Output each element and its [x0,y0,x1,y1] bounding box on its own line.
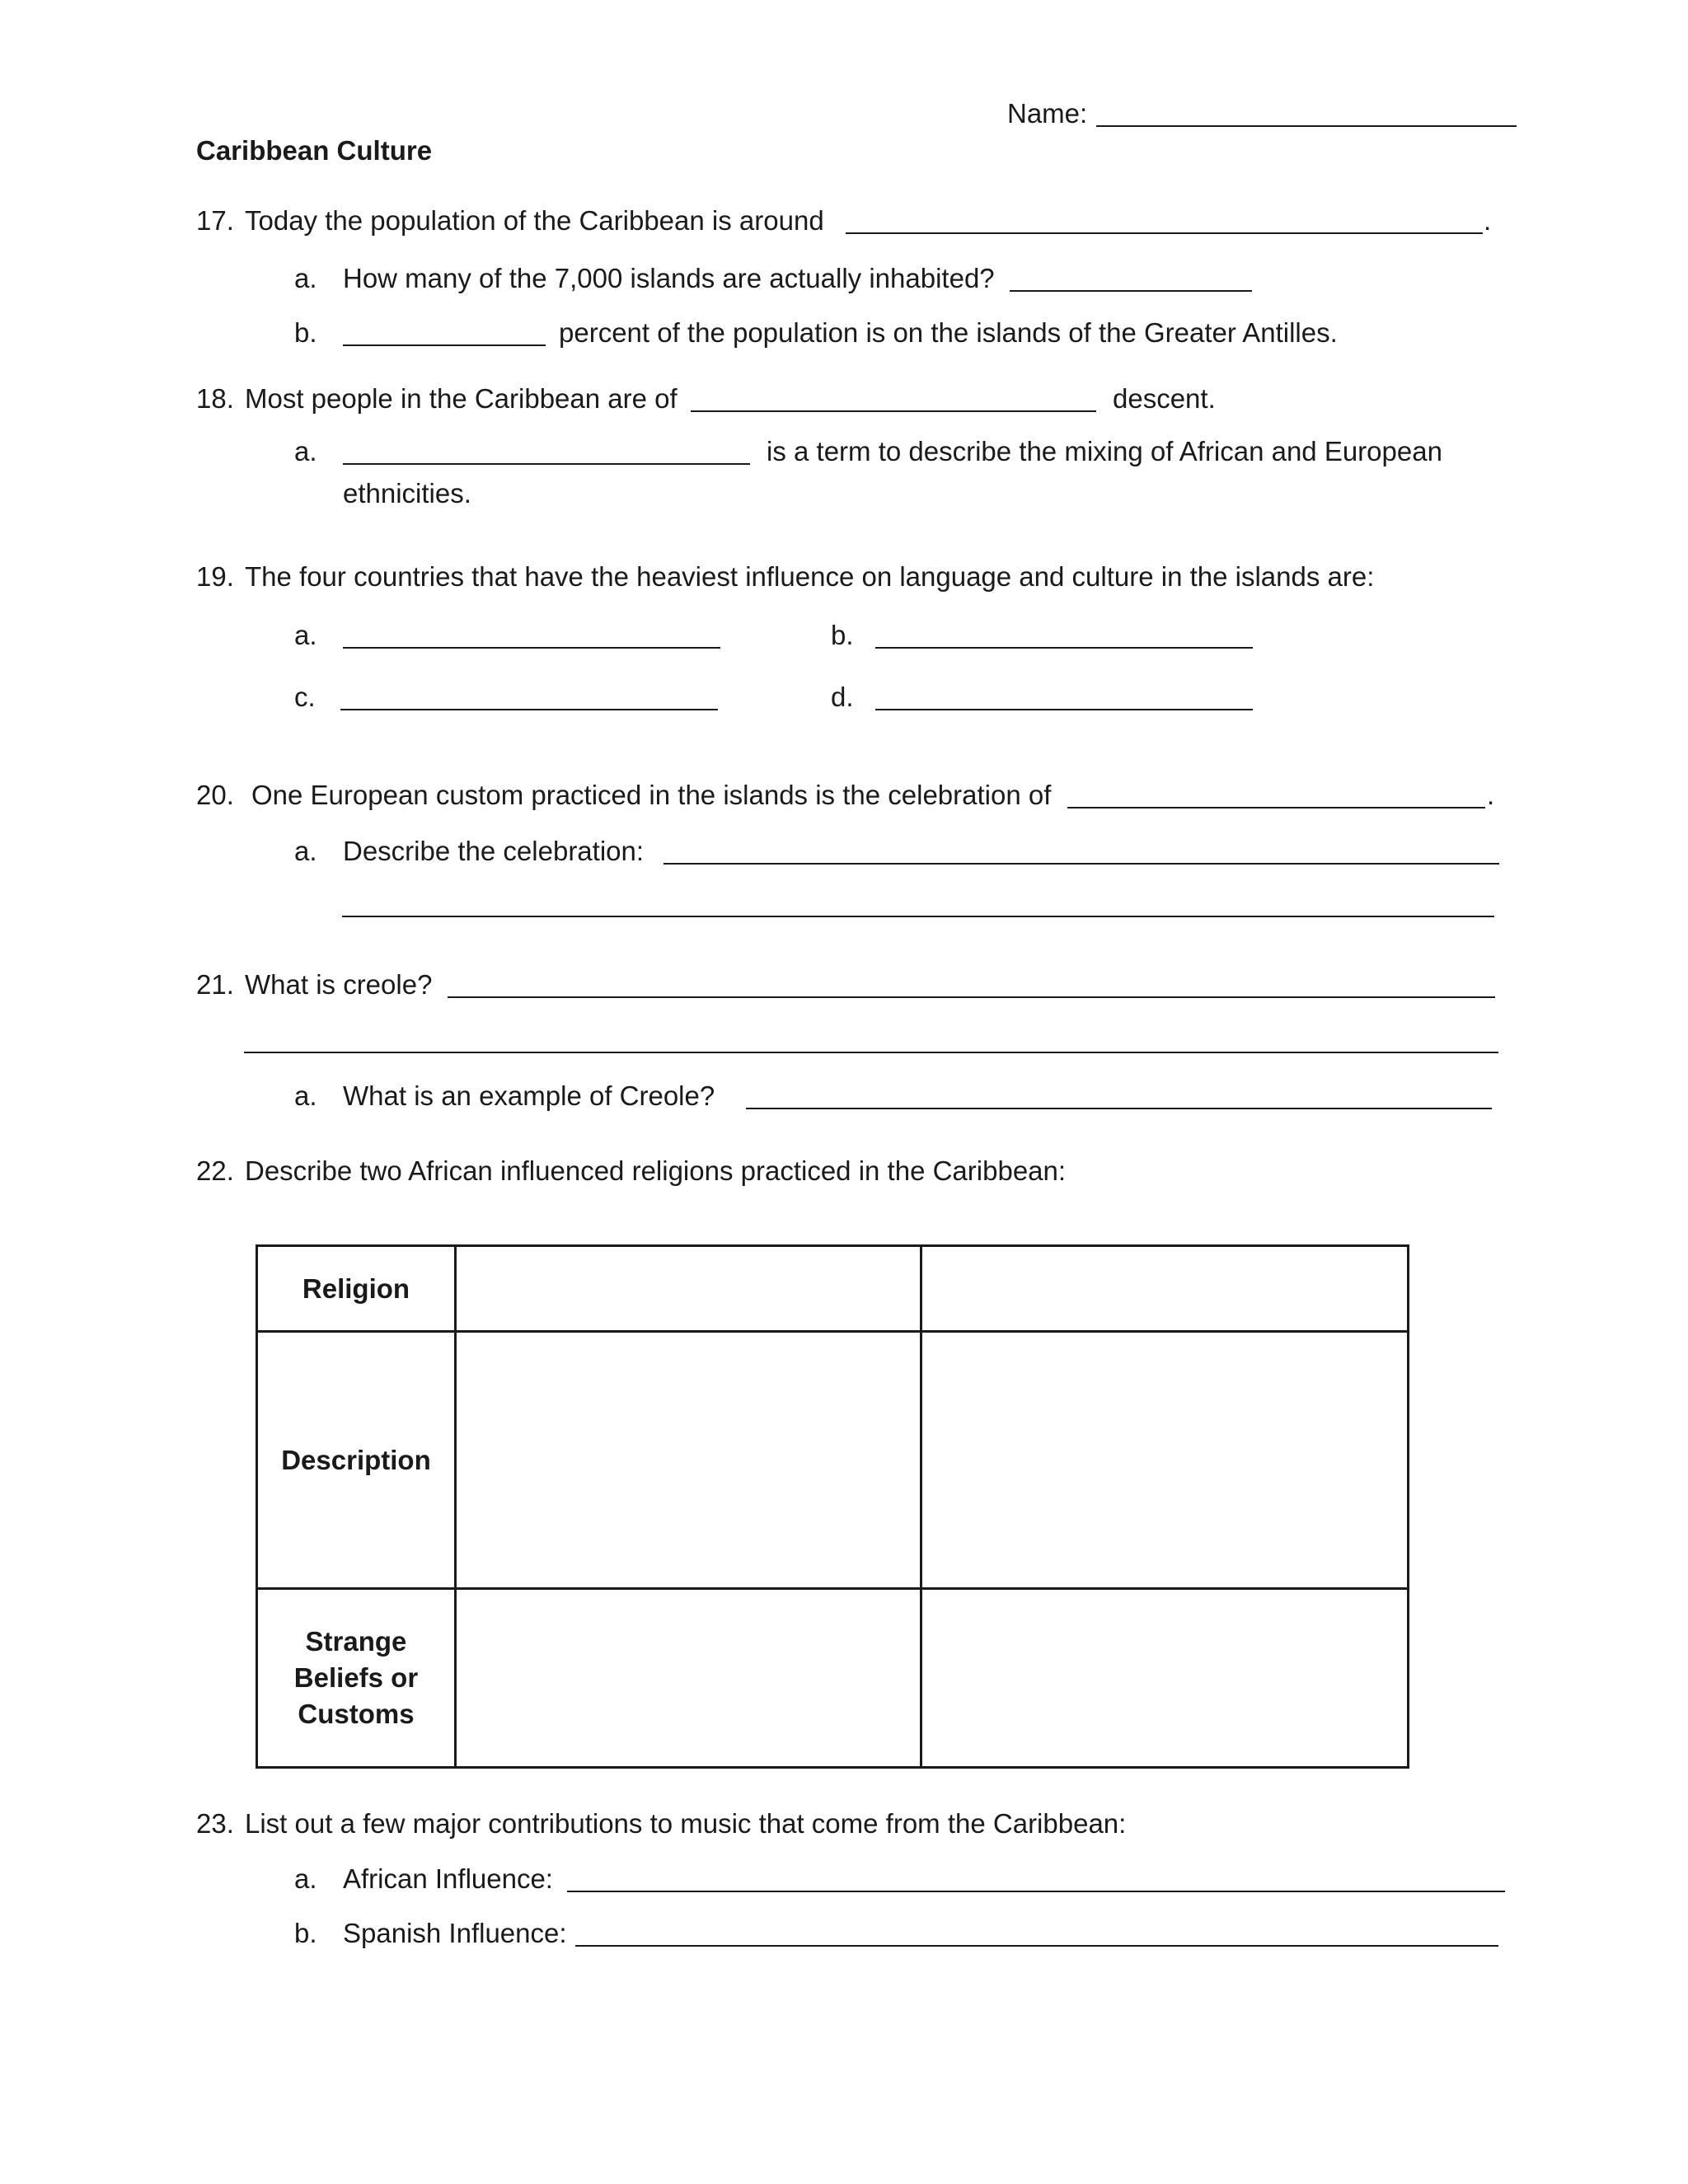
q21a-label: a. [294,1080,317,1111]
q18a-text: is a term to describe the mixing of African and European [767,436,1442,466]
table-cell-beliefs-2[interactable] [922,1590,1407,1766]
q19c-label: c. [294,682,316,712]
q17b-text: percent of the population is on the islands of the Greater Antilles. [559,317,1338,348]
q21a-blank[interactable] [746,1108,1492,1109]
q18a-label: a. [294,436,317,466]
q19b-label: b. [831,620,854,650]
name-label: Name: [1007,98,1088,129]
q18-text: Most people in the Caribbean are of [245,383,678,414]
q21a-text: What is an example of Creole? [343,1080,715,1111]
q23b-text: Spanish Influence: [343,1918,567,1948]
q20-number: 20. [196,780,234,810]
table-header-description: Description [281,1444,431,1475]
q17b-label: b. [294,317,317,348]
q18-blank[interactable] [691,410,1096,412]
q20a-text: Describe the celebration: [343,836,645,866]
q17-period: . [1484,205,1492,236]
q17a-label: a. [294,263,317,293]
table-cell-religion-1[interactable] [457,1247,920,1330]
q20-period: . [1487,780,1495,810]
q19d-blank[interactable] [875,709,1253,710]
page-title: Caribbean Culture [196,135,433,166]
table-cell-description-2[interactable] [922,1333,1407,1587]
table-header-strange-beliefs: Strange Beliefs or Customs [293,1626,419,1729]
q20a-blank[interactable] [663,863,1499,865]
q23a-label: a. [294,1863,317,1894]
q23a-text: African Influence: [343,1863,553,1894]
q20a-label: a. [294,836,317,866]
q23-text: List out a few major contributions to music that come from the Caribbean: [245,1808,1127,1839]
q23b-label: b. [294,1918,317,1948]
q23a-blank[interactable] [567,1891,1505,1892]
table-cell-description-1[interactable] [457,1333,920,1587]
q23b-blank[interactable] [575,1945,1498,1947]
table-cell-religion-2[interactable] [922,1247,1407,1330]
q17b-blank[interactable] [343,344,546,346]
q19a-label: a. [294,620,317,650]
q20a-blank-2[interactable] [342,916,1494,917]
q21-blank[interactable] [448,996,1495,998]
q19-number: 19. [196,561,234,592]
q19-text: The four countries that have the heaviest influence on language and culture in the islands are: [245,561,1375,592]
q17-blank[interactable] [846,232,1483,234]
q19d-label: d. [831,682,854,712]
q17-number: 17. [196,205,234,236]
q17a-blank[interactable] [1010,290,1252,292]
table-cell-beliefs-1[interactable] [457,1590,920,1766]
q19a-blank[interactable] [343,647,720,649]
q18-number: 18. [196,383,234,414]
q21-number: 21. [196,969,234,1000]
religions-table [256,1244,1409,1769]
q19c-blank[interactable] [340,709,718,710]
q19b-blank[interactable] [875,647,1253,649]
q22-text: Describe two African influenced religions practiced in the Caribbean: [245,1155,1067,1186]
q22-number: 22. [196,1155,234,1186]
q20-blank[interactable] [1067,807,1485,808]
q21-text: What is creole? [245,969,433,1000]
name-blank[interactable] [1096,125,1517,127]
q18a-text-cont: ethnicities. [343,478,471,509]
q21-blank-2[interactable] [244,1052,1498,1053]
q17a-text: How many of the 7,000 islands are actually inhabited? [343,263,995,293]
q17-text: Today the population of the Caribbean is around [245,205,824,236]
q18a-blank[interactable] [343,463,750,465]
q18-after: descent. [1113,383,1216,414]
q20-text: One European custom practiced in the islands is the celebration of [251,780,1052,810]
q23-number: 23. [196,1808,234,1839]
table-header-religion: Religion [302,1272,410,1304]
